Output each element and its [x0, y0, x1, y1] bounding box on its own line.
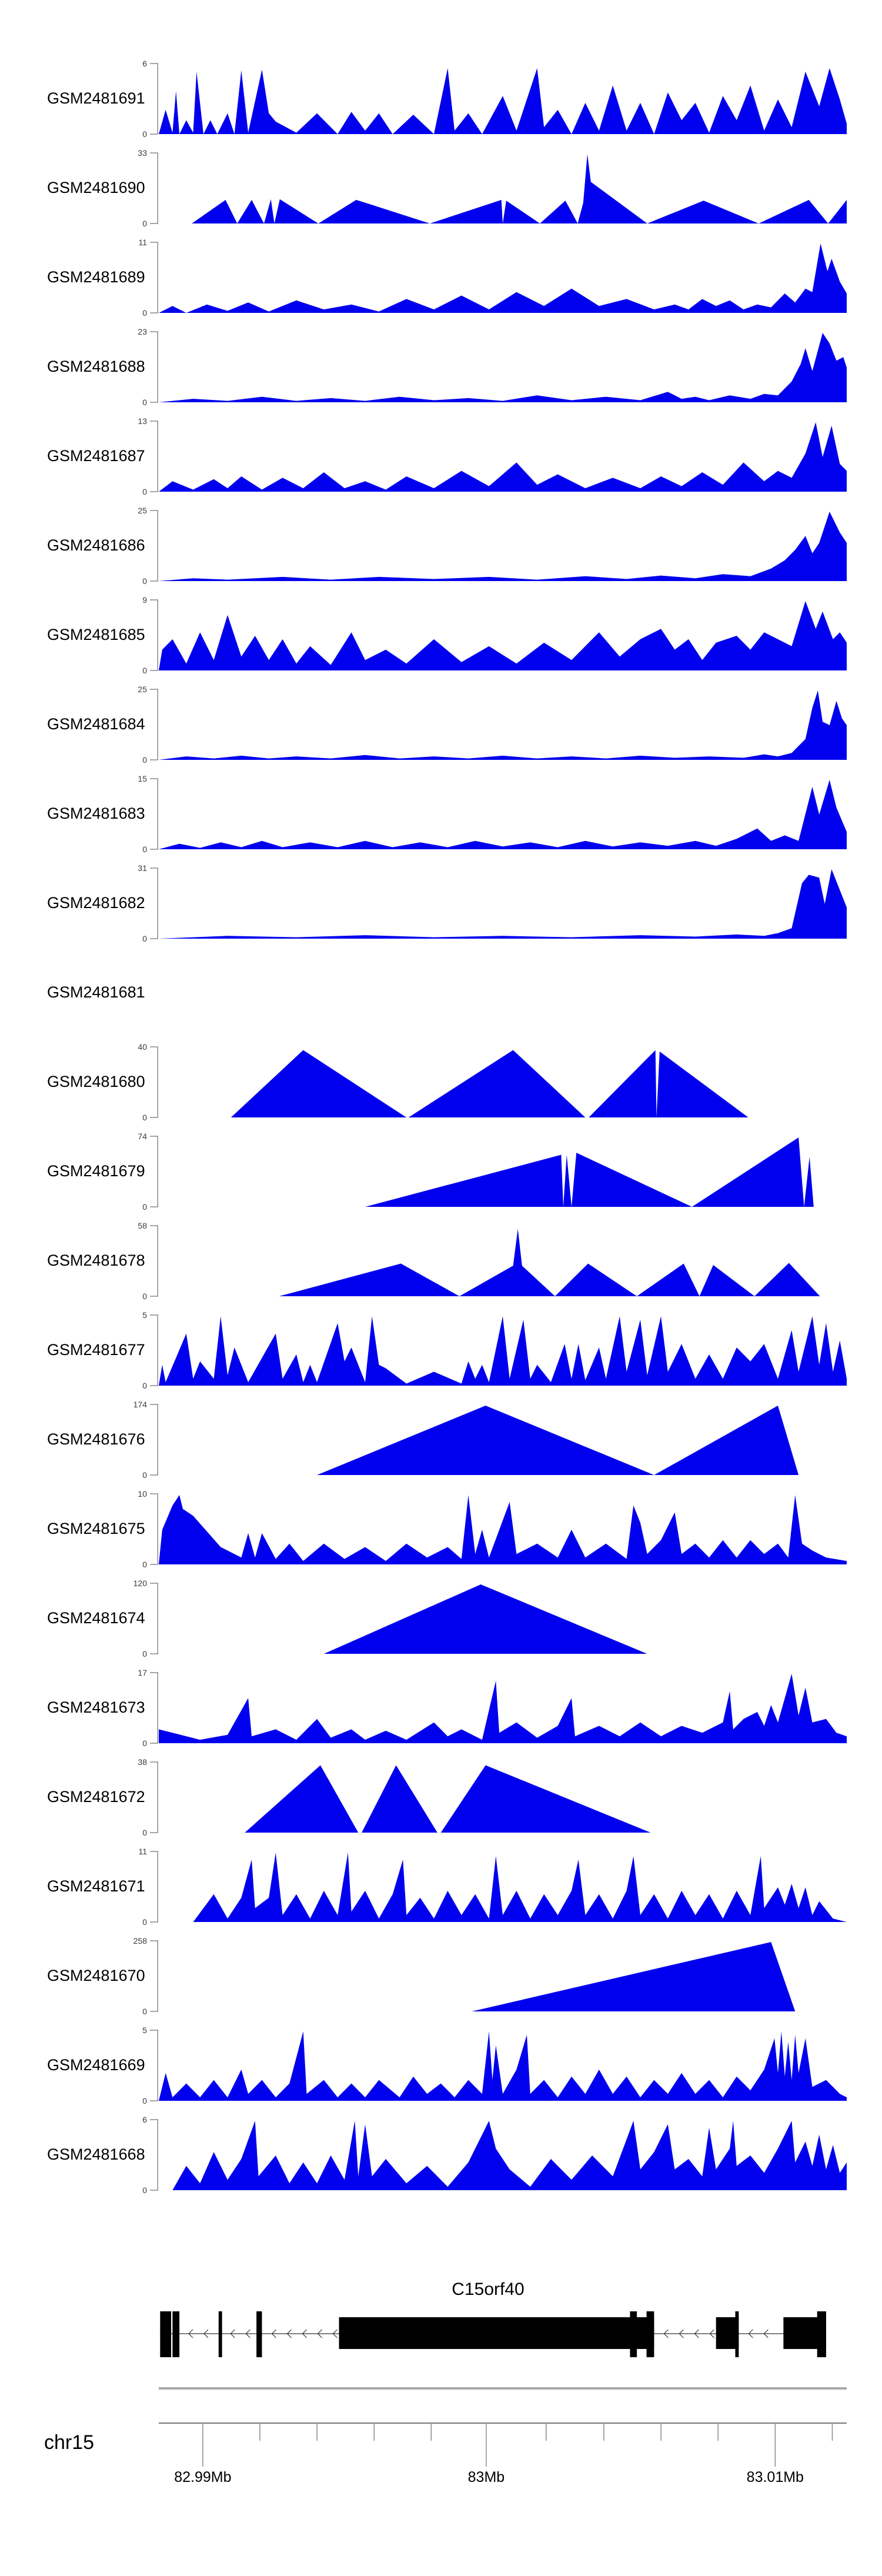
- track-yaxis-bracket: [148, 1493, 159, 1565]
- track-ymax-value: 174: [133, 1400, 147, 1409]
- track-ymin-value: 0: [142, 1739, 147, 1748]
- track-yaxis-bracket: [148, 1672, 159, 1744]
- track-label: GSM2481677: [47, 1341, 145, 1359]
- track-label: GSM2481680: [47, 1073, 145, 1090]
- track-ymin-value: 0: [142, 934, 147, 943]
- coverage-profile: [159, 1226, 847, 1296]
- track-yaxis-bracket: [148, 1583, 159, 1654]
- track-ymin-value: 0: [142, 1917, 147, 1927]
- track-yaxis-bracket: [148, 689, 159, 760]
- track-ymin-value: 0: [142, 2185, 147, 2195]
- gene-model-track: [159, 2310, 847, 2358]
- track-yaxis-bracket: [148, 2030, 159, 2101]
- track-ymax-value: 58: [138, 1221, 147, 1230]
- track-yaxis-bracket: [148, 421, 159, 492]
- track-ymax-value: 40: [138, 1042, 147, 1052]
- track-ymin-value: 0: [142, 219, 147, 228]
- track-ymax-value: 11: [138, 238, 147, 247]
- track-label: GSM2481686: [47, 536, 145, 554]
- track-label: GSM2481687: [47, 447, 145, 465]
- track-label: GSM2481668: [47, 2145, 145, 2163]
- track-label: GSM2481682: [47, 894, 145, 912]
- track-ymin-value: 0: [142, 1560, 147, 1569]
- track-yaxis-bracket: [148, 1314, 159, 1386]
- coverage-profile: [159, 689, 847, 760]
- track-label: GSM2481685: [47, 626, 145, 643]
- coverage-profile: [159, 1404, 847, 1475]
- track-ymax-value: 13: [138, 416, 147, 426]
- track-ymax-value: 15: [138, 774, 147, 783]
- track-ymin-value: 0: [142, 487, 147, 496]
- axis-tick-label: 83.01Mb: [746, 2469, 804, 2485]
- track-label: GSM2481676: [47, 1430, 145, 1448]
- track-label: GSM2481675: [47, 1520, 145, 1537]
- track-ymax-value: 25: [138, 506, 147, 515]
- chromosome-rule-line: [159, 2387, 847, 2390]
- track-ymax-value: 5: [142, 1310, 147, 1320]
- coverage-profile: [159, 1583, 847, 1654]
- coverage-profile: [159, 1047, 847, 1117]
- coverage-profile: [159, 600, 847, 670]
- track-ymin-value: 0: [142, 755, 147, 765]
- track-ymax-value: 38: [138, 1757, 147, 1767]
- track-ymax-value: 17: [138, 1668, 147, 1677]
- track-label: GSM2481671: [47, 1877, 145, 1895]
- coverage-profile: [159, 1673, 847, 1743]
- track-label: GSM2481690: [47, 179, 145, 196]
- track-yaxis-bracket: [148, 152, 159, 224]
- axis-tick-label: 82.99Mb: [174, 2469, 232, 2485]
- coverage-profile: [159, 1851, 847, 1922]
- coverage-profile: [159, 779, 847, 849]
- track-ymin-value: 0: [142, 129, 147, 139]
- track-ymin-value: 0: [142, 1381, 147, 1390]
- genome-axis: [159, 2422, 847, 2475]
- coverage-profile: [159, 64, 847, 134]
- coverage-profile: [159, 510, 847, 581]
- coverage-profile: [159, 332, 847, 402]
- track-ymin-value: 0: [142, 576, 147, 586]
- track-yaxis-bracket: [148, 1851, 159, 1923]
- track-label: GSM2481688: [47, 358, 145, 375]
- track-ymin-value: 0: [142, 2007, 147, 2016]
- exon-box: [160, 2311, 171, 2357]
- track-yaxis-bracket: [148, 2119, 159, 2191]
- track-label: GSM2481679: [47, 1162, 145, 1180]
- coverage-profile: [159, 2120, 847, 2190]
- track-yaxis-bracket: [148, 1404, 159, 1476]
- track-yaxis-bracket: [148, 1046, 159, 1118]
- track-label: GSM2481681: [47, 983, 145, 1001]
- track-ymax-value: 6: [142, 2115, 147, 2124]
- track-label: GSM2481691: [47, 89, 145, 107]
- exon-box: [219, 2311, 222, 2357]
- track-yaxis-bracket: [148, 1761, 159, 1833]
- coverage-profile: [159, 242, 847, 313]
- track-label: GSM2481683: [47, 805, 145, 822]
- track-ymax-value: 10: [138, 1489, 147, 1499]
- exon-box: [256, 2311, 262, 2357]
- coverage-profile: [159, 1494, 847, 1564]
- track-label: GSM2481672: [47, 1788, 145, 1806]
- track-yaxis-bracket: [148, 778, 159, 850]
- track-yaxis-bracket: [148, 63, 159, 135]
- coverage-profile: [159, 1315, 847, 1386]
- gene-name-label: C15orf40: [452, 2280, 524, 2299]
- track-ymax-value: 23: [138, 327, 147, 336]
- track-ymin-value: 0: [142, 398, 147, 407]
- track-ymax-value: 25: [138, 685, 147, 694]
- track-ymax-value: 5: [142, 2026, 147, 2035]
- track-ymin-value: 0: [142, 1292, 147, 1301]
- track-yaxis-bracket: [148, 510, 159, 582]
- coverage-profile: [159, 1136, 847, 1207]
- track-yaxis-bracket: [148, 867, 159, 939]
- track-yaxis-bracket: [148, 331, 159, 403]
- track-ymin-value: 0: [142, 308, 147, 318]
- track-ymax-value: 11: [138, 1847, 147, 1856]
- track-ymin-value: 0: [142, 1470, 147, 1480]
- track-ymax-value: 120: [133, 1579, 147, 1588]
- track-label: GSM2481674: [47, 1609, 145, 1627]
- exon-box: [735, 2311, 739, 2357]
- track-ymax-value: 9: [142, 595, 147, 605]
- exon-box: [630, 2311, 637, 2357]
- track-label: GSM2481689: [47, 268, 145, 286]
- track-label: GSM2481684: [47, 715, 145, 733]
- track-ymin-value: 0: [142, 1113, 147, 1122]
- chromosome-label: chr15: [44, 2431, 95, 2454]
- coverage-profile: [159, 2030, 847, 2101]
- track-ymax-value: 31: [138, 863, 147, 873]
- track-ymin-value: 0: [142, 1649, 147, 1659]
- track-ymin-value: 0: [142, 1202, 147, 1212]
- track-yaxis-bracket: [148, 1940, 159, 2012]
- track-label: GSM2481678: [47, 1252, 145, 1269]
- coverage-profile: [159, 421, 847, 492]
- track-label: GSM2481669: [47, 2056, 145, 2074]
- exon-box: [172, 2311, 179, 2357]
- track-ymax-value: 74: [138, 1132, 147, 1141]
- exon-box: [647, 2311, 654, 2357]
- coverage-profile: [159, 1941, 847, 2011]
- track-ymin-value: 0: [142, 666, 147, 675]
- coverage-profile: [159, 1762, 847, 1833]
- track-yaxis-bracket: [148, 1225, 159, 1297]
- track-label: GSM2481673: [47, 1699, 145, 1716]
- track-ymax-value: 6: [142, 59, 147, 68]
- track-ymin-value: 0: [142, 845, 147, 854]
- coverage-profile: [159, 153, 847, 223]
- track-yaxis-bracket: [148, 599, 159, 671]
- exon-cds-box: [339, 2317, 654, 2349]
- track-yaxis-bracket: [148, 1136, 159, 1207]
- track-ymax-value: 33: [138, 148, 147, 158]
- exon-box: [817, 2311, 826, 2357]
- track-yaxis-bracket: [148, 242, 159, 313]
- track-ymax-value: 258: [133, 1936, 147, 1946]
- axis-tick-label: 83Mb: [467, 2469, 505, 2485]
- track-ymin-value: 0: [142, 2096, 147, 2105]
- track-ymin-value: 0: [142, 1828, 147, 1837]
- coverage-profile: [159, 868, 847, 939]
- track-label: GSM2481670: [47, 1967, 145, 1984]
